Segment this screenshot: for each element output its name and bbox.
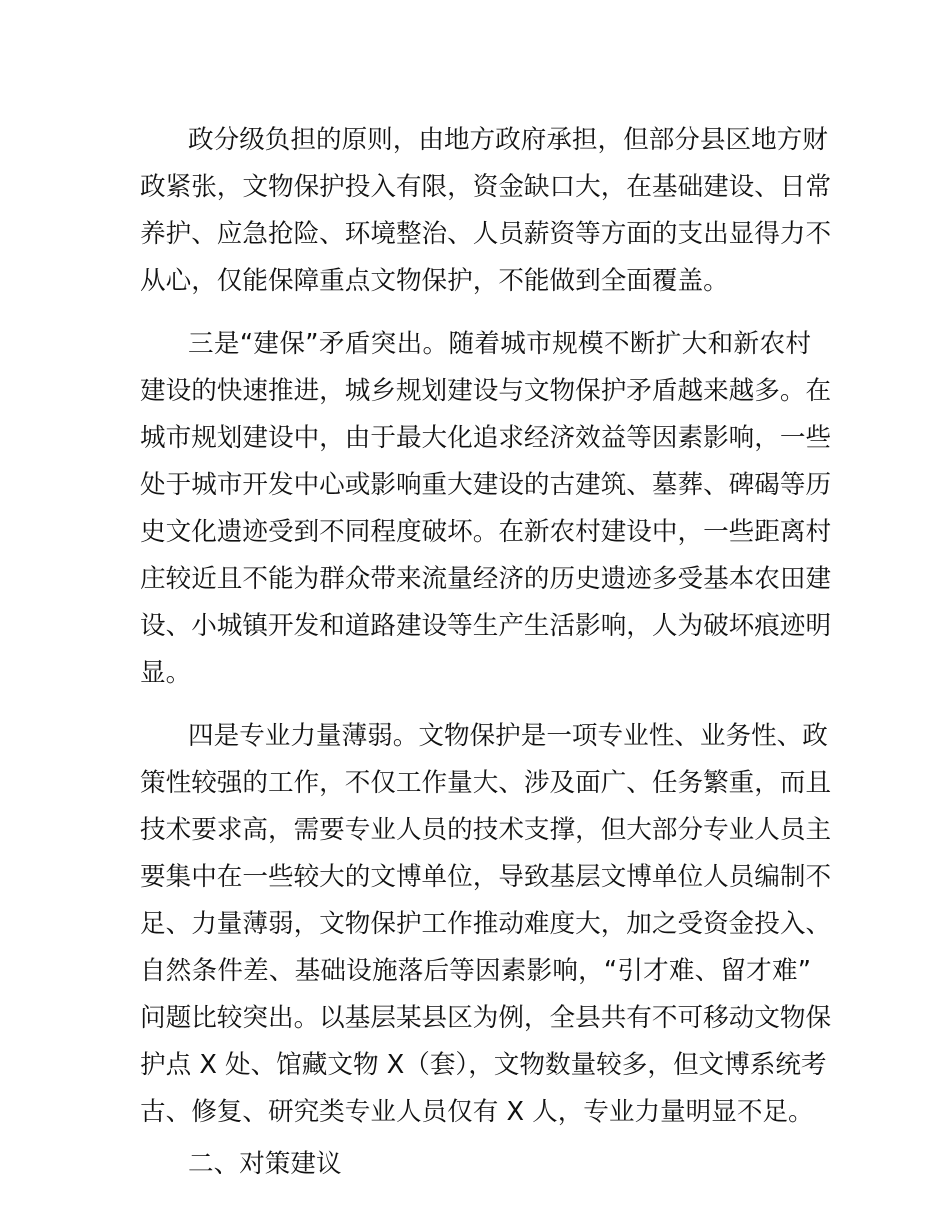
text-line: 设、小城镇开发和道路建设等生产生活影响，人为破坏痕迹明 [140,611,832,641]
text-line: 护点 X 处、馆藏文物 X（套），文物数量较多，但文博系统考 [140,1050,827,1080]
text-line: 处于城市开发中心或影响重大建设的古建筑、墓葬、碑碣等历 [140,470,832,500]
text-line: 足、力量薄弱，文物保护工作推动难度大，加之受资金投入、 [140,909,832,939]
text-line: 三是“建保”矛盾突出。随着城市规模不断扩大和新农村 [188,329,811,359]
document-body [140,117,832,1188]
text-line: 策性较强的工作，不仅工作量大、涉及面广、任务繁重，而且 [140,768,832,798]
paragraphs [140,117,832,1136]
text-line: 问题比较突出。以基层某县区为例，全县共有不可移动文物保 [140,1003,832,1033]
text-line: 要集中在一些较大的文博单位，导致基层文博单位人员编制不 [140,862,832,892]
paragraph [140,321,832,697]
text-line: 四是专业力量薄弱。文物保护是一项专业性、业务性、政 [188,721,828,751]
text-line: 城市规划建设中，由于最大化追求经济效益等因素影响，一些 [140,423,832,453]
text-line: 技术要求高，需要专业人员的技术支撑，但大部分专业人员主 [140,815,832,845]
text-line: 自然条件差、基础设施落后等因素影响，“引才难、留才难” [140,956,811,986]
text-line: 养护、应急抢险、环境整治、人员薪资等方面的支出显得力不 [140,219,832,249]
text-line: 政紧张，文物保护投入有限，资金缺口大，在基础建设、日常 [140,172,832,202]
text-line: 建设的快速推进，城乡规划建设与文物保护矛盾越来越多。在 [140,376,832,406]
text-line: 史文化遗迹受到不同程度破坏。在新农村建设中，一些距离村 [140,517,832,547]
paragraph [140,117,832,305]
text-line: 从心，仅能保障重点文物保护，不能做到全面覆盖。 [140,266,729,296]
section-heading: 二、对策建议 [188,1149,342,1179]
text-line: 古、修复、研究类专业人员仅有 X 人，专业力量明显不足。 [140,1097,814,1127]
text-line: 政分级负担的原则，由地方政府承担，但部分县区地方财 [188,125,828,155]
text-line: 显。 [140,658,192,688]
paragraph [140,713,832,1136]
text-line: 庄较近且不能为群众带来流量经济的历史遗迹多受基本农田建 [140,564,832,594]
